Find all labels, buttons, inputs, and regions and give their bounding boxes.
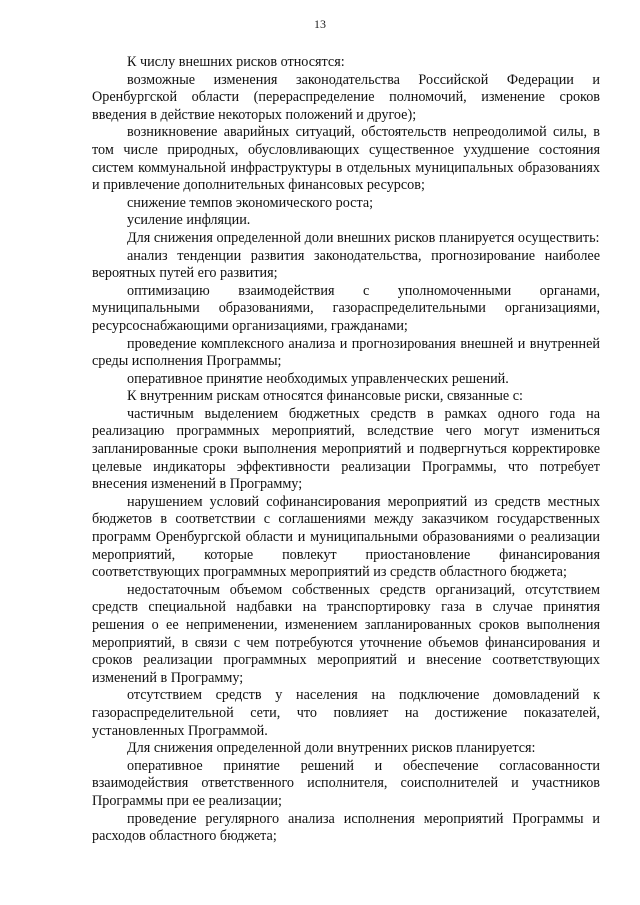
paragraph-partial-funding: частичным выделением бюджетных средств в рамках одного года на реализацию программных мероприятий, вследствие чего могут измениться запланированные сроки выполнения мероприятий и подвергнуться корректировке целевые индикаторы эффективности реализации Программы, что потребует внесения изменений в Программу; <box>92 405 600 493</box>
paragraph-internal-risks-intro: К внутренним рискам относятся финансовые риски, связанные с: <box>127 388 523 405</box>
paragraph-legislation-analysis: анализ тенденции развития законодательства, прогнозирование наиболее вероятных путей его развития; <box>92 247 600 282</box>
paragraph-economic-slowdown: снижение темпов экономического роста; <box>127 194 374 211</box>
page-number: 13 <box>314 17 326 31</box>
paragraph-external-mitigation-intro: Для снижения определенной доли внешних рисков планируется осуществить: <box>127 229 600 246</box>
paragraph-population-funds: отсутствием средств у населения на подключение домовладений к газораспределительной сети, что повлияет на достижение показателей, установленных Программой. <box>92 687 600 739</box>
paragraph-legislation-changes: возможные изменения законодательства Российской Федерации и Оренбургской области (перераспределение полномочий, изменение сроков введения в действие некоторых положений и другое); <box>92 71 600 123</box>
paragraph-regular-analysis: проведение регулярного анализа исполнения мероприятий Программы и расходов областного бюджета; <box>92 810 600 845</box>
paragraph-insufficient-funds: недостаточным объемом собственных средств организаций, отсутствием средств специальной надбавки на транспортировку газа в случае принятия решения о ее неприменении, изменением запланированных сроков выполнения мероприятий, в связи с чем потребуются уточнение объемов финансирования и сроков реализации программных мероприятий и внесение соответствующих изменений в Программу; <box>92 581 600 686</box>
paragraph-coordination: оперативное принятие решений и обеспечение согласованности взаимодействия ответственного исполнителя, соисполнителей и участников Программы при ее реализации; <box>92 757 600 809</box>
paragraph-cofinancing-violation: нарушением условий софинансирования мероприятий из средств местных бюджетов в соответствии с соглашениями между заказчиком государственных программ Оренбургской области и муниципальными образованиями о реализации мероприятий, которые повлекут приостановление финансирования соответствующих программных мероприятий из средств областного бюджета; <box>92 493 600 581</box>
document-body <box>92 54 600 846</box>
paragraph-inflation: усиление инфляции. <box>127 212 251 229</box>
paragraph-emergency-situations: возникновение аварийных ситуаций, обстоятельств непреодолимой силы, в том числе природных, обусловливающих существенное ухудшение состояния систем коммунальной инфраструктуры в отдельных муниципальных образованиях и привлечение дополнительных финансовых ресурсов; <box>92 124 600 194</box>
paragraph-internal-mitigation-intro: Для снижения определенной доли внутренних рисков планируется: <box>127 740 536 757</box>
paragraph-operational-decisions: оперативное принятие необходимых управленческих решений. <box>127 370 509 387</box>
paragraph-external-risks-intro: К числу внешних рисков относятся: <box>127 54 345 70</box>
paragraph-environment-analysis: проведение комплексного анализа и прогнозирования внешней и внутренней среды исполнения Программы; <box>92 335 600 370</box>
paragraph-interaction-optimization: оптимизацию взаимодействия с уполномоченными органами, муниципальными образованиями, газораспределительными организациями, ресурсоснабжающими организациями, гражданами; <box>92 282 600 334</box>
